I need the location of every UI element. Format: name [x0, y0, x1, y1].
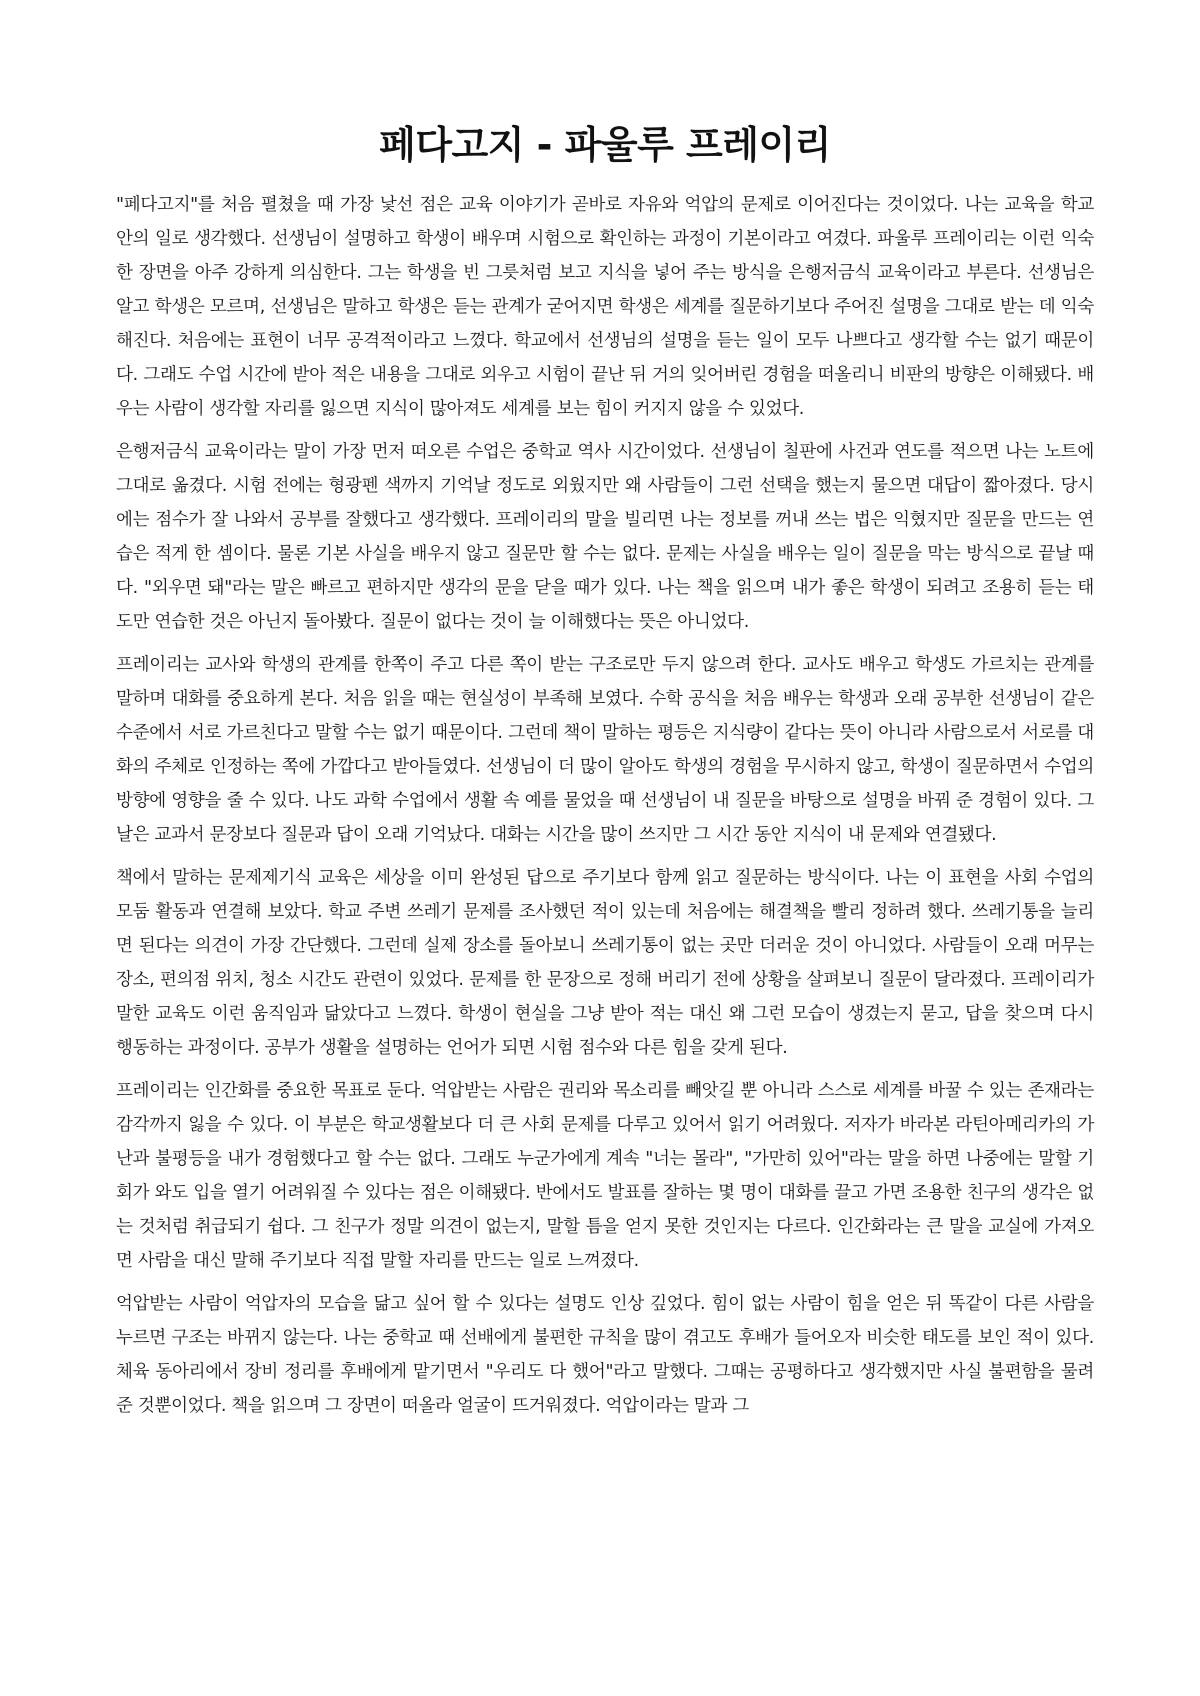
page-title: 페다고지 - 파울루 프레이리 [379, 123, 831, 167]
paragraph-4: 책에서 말하는 문제제기식 교육은 세상을 이미 완성된 답으로 주기보다 함께 읽고 질문하는 방식이다. 나는 이 표현을 사회 수업의 모둠 활동과 연결해 보았다. 학교 주변 쓰레기 문제를 조사했던 적이 있는데 처음에는 해결책을 빨리 정하려 했다. 쓰레기통을 늘리면 된다는 의견이 가장 간단했다. 그런데 실제 장소를 돌아보니 쓰레기통이 없는 곳만 더러운 것이 아니었다. 사람들이 오래 머무는 장소, 편의점 위치, 청소 시간도 관련이 있었다. 문제를 한 문장으로 정해 버리기 전에 상황을 살펴보니 질문이 달라졌다. 프레이리가 말한 교육도 이런 움직임과 닮았다고 느꼈다. 학생이 현실을 그냥 받아 적는 대신 왜 그런 모습이 생겼는지 묻고, 답을 찾으며 다시 행동하는 과정이다. 공부가 생활을 설명하는 언어가 되면 시험 점수와 다른 힘을 갖게 된다. [116, 868, 1094, 1058]
paragraph-6: 억압받는 사람이 억압자의 모습을 닮고 싶어 할 수 있다는 설명도 인상 깊었다. 힘이 없는 사람이 힘을 얻은 뒤 똑같이 다른 사람을 누르면 구조는 바뀌지 않는다. 나는 중학교 때 선배에게 불편한 규칙을 많이 겪고도 후배가 들어오자 비슷한 태도를 보인 적이 있다. 체육 동아리에서 장비 정리를 후배에게 맡기면서 "우리도 다 했어"라고 말했다. 그때는 공평하다고 생각했지만 사실 불편함을 물려준 것뿐이었다. 책을 읽으며 그 장면이 떠올라 얼굴이 뜨거워졌다. 억압이라는 말과 그 [116, 1294, 1094, 1416]
paragraph-3: 프레이리는 교사와 학생의 관계를 한쪽이 주고 다른 쪽이 받는 구조로만 두지 않으려 한다. 교사도 배우고 학생도 가르치는 관계를 말하며 대화를 중요하게 본다. 처음 읽을 때는 현실성이 부족해 보였다. 수학 공식을 처음 배우는 학생과 오래 공부한 선생님이 같은 수준에서 서로 가르친다고 말할 수는 없기 때문이다. 그런데 책이 말하는 평등은 지식량이 같다는 뜻이 아니라 사람으로서 서로를 대화의 주체로 인정하는 쪽에 가깝다고 받아들였다. 선생님이 더 많이 알아도 학생의 경험을 무시하지 않고, 학생이 질문하면서 수업의 방향에 영향을 줄 수 있다. 나도 과학 수업에서 생활 속 예를 물었을 때 선생님이 내 질문을 바탕으로 설명을 바꿔 준 경험이 있다. 그날은 교과서 문장보다 질문과 답이 오래 기억났다. 대화는 시간을 많이 쓰지만 그 시간 동안 지식이 내 문제와 연결됐다. [116, 655, 1094, 845]
paragraph-1: "페다고지"를 처음 펼쳤을 때 가장 낯선 점은 교육 이야기가 곧바로 자유와 억압의 문제로 이어진다는 것이었다. 나는 교육을 학교 안의 일로 생각했다. 선생님이 설명하고 학생이 배우며 시험으로 확인하는 과정이 기본이라고 여겼다. 파울루 프레이리는 이런 익숙한 장면을 아주 강하게 의심한다. 그는 학생을 빈 그릇처럼 보고 지식을 넣어 주는 방식을 은행저금식 교육이라고 부른다. 선생님은 알고 학생은 모르며, 선생님은 말하고 학생은 듣는 관계가 굳어지면 학생은 세계를 질문하기보다 주어진 설명을 그대로 받는 데 익숙해진다. 처음에는 표현이 너무 공격적이라고 느꼈다. 학교에서 선생님의 설명을 듣는 일이 모두 나쁘다고 생각할 수는 없기 때문이다. 그래도 수업 시간에 받아 적은 내용을 그대로 외우고 시험이 끝난 뒤 거의 잊어버린 경험을 떠올리니 비판의 방향은 이해됐다. 배우는 사람이 생각할 자리를 잃으면 지식이 많아져도 세계를 보는 힘이 커지지 않을 수 있었다. [116, 195, 1094, 419]
paragraph-2: 은행저금식 교육이라는 말이 가장 먼저 떠오른 수업은 중학교 역사 시간이었다. 선생님이 칠판에 사건과 연도를 적으면 나는 노트에 그대로 옮겼다. 시험 전에는 형광펜 색까지 기억날 정도로 외웠지만 왜 사람들이 그런 선택을 했는지 물으면 대답이 짧아졌다. 당시에는 점수가 잘 나와서 공부를 잘했다고 생각했다. 프레이리의 말을 빌리면 나는 정보를 꺼내 쓰는 법은 익혔지만 질문을 만드는 연습은 적게 한 셈이다. 물론 기본 사실을 배우지 않고 질문만 할 수는 없다. 문제는 사실을 배우는 일이 질문을 막는 방식으로 끝날 때다. "외우면 돼"라는 말은 빠르고 편하지만 생각의 문을 닫을 때가 있다. 나는 책을 읽으며 내가 좋은 학생이 되려고 조용히 듣는 태도만 연습한 것은 아닌지 돌아봤다. 질문이 없다는 것이 늘 이해했다는 뜻은 아니었다. [116, 442, 1094, 632]
essay-body [116, 188, 1094, 1423]
paragraph-5: 프레이리는 인간화를 중요한 목표로 둔다. 억압받는 사람은 권리와 목소리를 빼앗길 뿐 아니라 스스로 세계를 바꿀 수 있는 존재라는 감각까지 잃을 수 있다. 이 부분은 학교생활보다 더 큰 사회 문제를 다루고 있어서 읽기 어려웠다. 저자가 바라본 라틴아메리카의 가난과 불평등을 내가 경험했다고 할 수는 없다. 그래도 누군가에게 계속 "너는 몰라", "가만히 있어"라는 말을 하면 나중에는 말할 기회가 와도 입을 열기 어려워질 수 있다는 점은 이해됐다. 반에서도 발표를 잘하는 몇 명이 대화를 끌고 가면 조용한 친구의 생각은 없는 것처럼 취급되기 쉽다. 그 친구가 정말 의견이 없는지, 말할 틈을 얻지 못한 것인지는 다르다. 인간화라는 큰 말을 교실에 가져오면 사람을 대신 말해 주기보다 직접 말할 자리를 만드는 일로 느껴졌다. [116, 1081, 1094, 1271]
